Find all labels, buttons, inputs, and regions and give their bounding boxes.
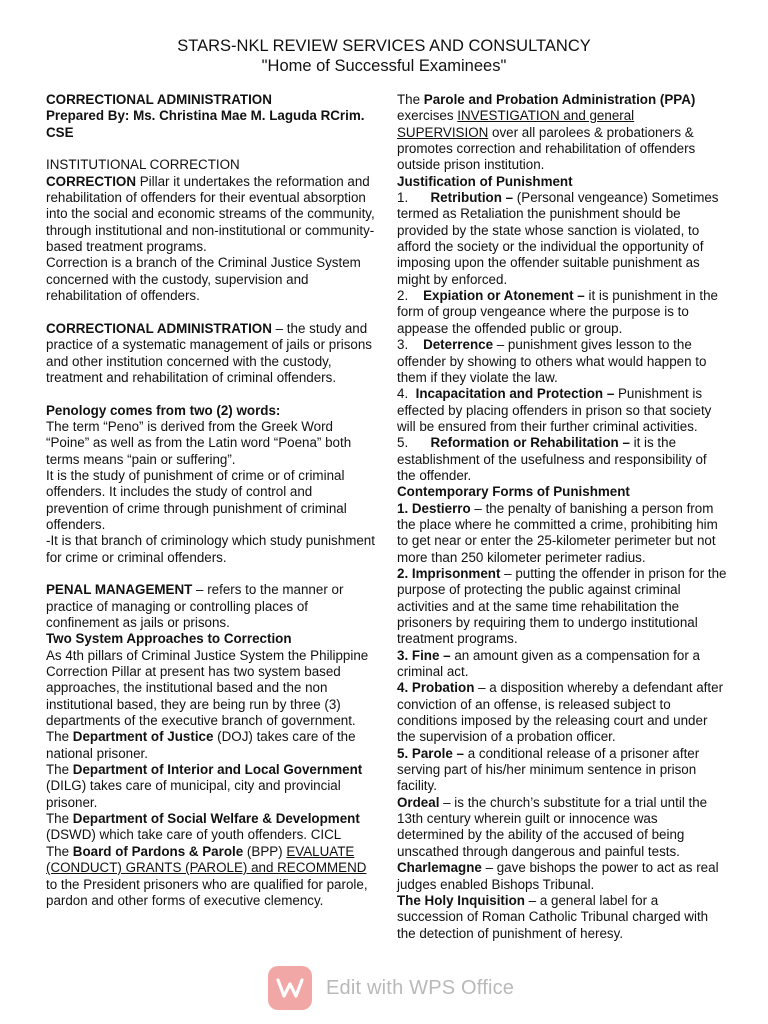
wps-watermark[interactable] <box>268 966 528 1010</box>
paragraph: CORRECTION Pillar it undertakes the reformation and rehabilitation of offenders for their eventual absorption into the social and economic streams of the community, through institutional and non-institutional or community-based treatment programs. <box>46 173 375 255</box>
paragraph: The Department of Interior and Local Government (DILG) takes care of municipal, city and provincial prisoner. <box>46 762 363 810</box>
paragraph: PENAL MANAGEMENT – refers to the manner or practice of managing or controlling places of confinement as jails or prisons. <box>46 582 344 630</box>
wps-watermark-text: Edit with WPS Office <box>326 976 515 999</box>
author-line: Prepared By: Ms. Christina Mae M. Laguda RCrim. CSE <box>46 108 365 140</box>
list-item: 3. Fine – an amount given as a compensation for a criminal act. <box>397 647 700 680</box>
section-heading: Justification of Punishment <box>397 173 573 189</box>
list-item: 3. Deterrence – punishment gives lesson to the offender by showing to others what would happen to them if they violate the law. <box>397 337 707 385</box>
paragraph: The Department of Social Welfare & Development (DSWD) which take care of youth offenders. CICL <box>46 811 360 843</box>
paragraph: CORRECTIONAL ADMINISTRATION – the study and practice of a systematic management of jails or prisons and other institution concerned with the custody, treatment and rehabilitation of criminal offenders. <box>46 320 372 385</box>
paragraph: The Holy Inquisition – a general label for a succession of Roman Catholic Tribunal charged with the detection of punishment of heresy. <box>397 892 709 941</box>
document-title: STARS-NKL REVIEW SERVICES AND CONSULTANCY <box>177 37 591 55</box>
list-item: 1. Destierro – the penalty of banishing a person from the place where he committed a crime, prohibiting him to get near or enter the 25-kilometer perimeter but not more than 250 kilometer perimeter radius. <box>397 500 718 565</box>
paragraph: As 4th pillars of Criminal Justice System the Philippine Correction Pillar at present has two system based approaches, the institutional based and the non institutional based, they are being run by three (3) departments of the executive branch of government. <box>46 647 369 729</box>
paragraph: The Department of Justice (DOJ) takes care of the national prisoner. <box>46 729 356 761</box>
paragraph: The Board of Pardons & Parole (BPP) EVALUATE (CONDUCT) GRANTS (PAROLE) and RECOMMEND to the President prisoners who are qualified for parole, pardon and other forms of executive clemency. <box>46 843 368 908</box>
paragraph: -It is that branch of criminology which study punishment for crime or criminal offenders. <box>46 533 375 565</box>
wps-logo-icon <box>268 966 312 1010</box>
list-item: 5. Reformation or Rehabilitation – it is the establishment of the usefulness and responsibility of the offender. <box>397 435 707 483</box>
right-column <box>397 92 727 942</box>
document-subtitle: "Home of Successful Examinees" <box>261 57 507 75</box>
left-column <box>46 92 376 909</box>
list-item: 2. Expiation or Atonement – it is punishment in the form of group vengeance where the purpose is to appease the offended public or group. <box>397 288 718 336</box>
section-heading: INSTITUTIONAL CORRECTION <box>46 157 240 173</box>
section-heading: Two System Approaches to Correction <box>46 631 292 647</box>
list-item: 1. Retribution – (Personal vengeance) Sometimes termed as Retaliation the punishment should be provided by the state whose sanction is violated, to afford the society or the individual the opportunity of imposing upon the offender suitable punishment as might by enforced. <box>397 190 719 287</box>
section-heading: Penology comes from two (2) words: <box>46 402 281 418</box>
paragraph: Charlemagne – gave bishops the power to act as real judges enabled Bishops Tribunal. <box>397 860 719 892</box>
section-heading: CORRECTIONAL ADMINISTRATION <box>46 92 272 107</box>
paragraph: Ordeal – is the church’s substitute for a trial until the 13th century wherein guilt or innocence was determined by the ability of the accused of being unscathed through dangerous and painful tests. <box>397 794 708 859</box>
list-item: 5. Parole – a conditional release of a prisoner after serving part of his/her minimum sentence in prison facility. <box>397 745 700 794</box>
paragraph: It is the study of punishment of crime or of criminal offenders. It includes the study of control and prevention of crime through punishment of criminal offenders. <box>46 467 347 532</box>
section-heading: Contemporary Forms of Punishment <box>397 484 630 500</box>
list-item: 4. Incapacitation and Protection – Punishment is effected by placing offenders in prison so that society will be ensured from their further criminal activities. <box>397 386 712 434</box>
page-header <box>0 36 768 76</box>
list-item: 4. Probation – a disposition whereby a defendant after conviction of an offense, is released subject to conditions imposed by the releasing court and under the supervision of a probation officer. <box>397 680 724 745</box>
paragraph: The Parole and Probation Administration (PPA) exercises INVESTIGATION and general SUPERVISION over all parolees & probationers & promotes correction and rehabilitation of offenders outside prison institution. <box>397 92 696 173</box>
paragraph: The term “Peno” is derived from the Greek Word “Poine” as well as from the Latin word “Poena” both terms means “pain or suffering”. <box>46 418 352 467</box>
list-item: 2. Imprisonment – putting the offender in prison for the purpose of protecting the public against criminal activities and at the same time rehabilitation the prisoners by requiring them to undergo institutional treatment programs. <box>397 565 727 647</box>
paragraph: Correction is a branch of the Criminal Justice System concerned with the custody, supervision and rehabilitation of offenders. <box>46 255 361 304</box>
